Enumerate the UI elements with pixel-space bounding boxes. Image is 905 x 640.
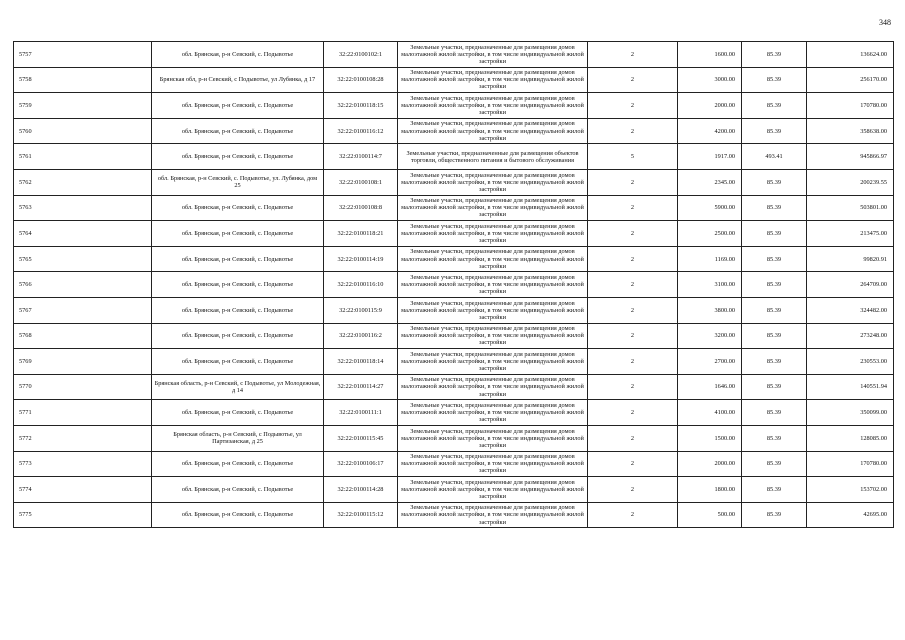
rate-cell: 85.39	[742, 93, 807, 119]
table-row	[14, 93, 894, 119]
cadastral-value-cell: 128085.00	[807, 425, 894, 451]
table-row	[14, 67, 894, 93]
area-cell: 1169.00	[678, 246, 742, 272]
cadastral-value-cell: 503801.00	[807, 195, 894, 221]
rate-cell: 85.39	[742, 400, 807, 426]
row-number-cell: 5759	[14, 93, 152, 119]
group-cell: 2	[588, 374, 678, 400]
land-use-cell: Земельные участки, предназначенные для размещения домов малоэтажной жилой застройки, в том числе индивидуальной жилой застройки	[398, 425, 588, 451]
cadastral-number-cell: 32:22:0100114:19	[324, 246, 398, 272]
cadastral-value-cell: 99820.91	[807, 246, 894, 272]
land-use-cell: Земельные участки, предназначенные для размещения домов малоэтажной жилой застройки, в том числе индивидуальной жилой застройки	[398, 118, 588, 144]
group-cell: 2	[588, 118, 678, 144]
land-use-cell: Земельные участки, предназначенные для размещения домов малоэтажной жилой застройки, в том числе индивидуальной жилой застройки	[398, 374, 588, 400]
area-cell: 1917.00	[678, 144, 742, 170]
table-row	[14, 144, 894, 170]
rate-cell: 85.39	[742, 451, 807, 477]
cadastral-value-cell: 170780.00	[807, 451, 894, 477]
land-use-cell: Земельные участки, предназначенные для размещения домов малоэтажной жилой застройки, в том числе индивидуальной жилой застройки	[398, 67, 588, 93]
cadastral-number-cell: 32:22:0100118:14	[324, 349, 398, 375]
row-number-cell: 5765	[14, 246, 152, 272]
group-cell: 5	[588, 144, 678, 170]
row-number-cell: 5774	[14, 477, 152, 503]
group-cell: 2	[588, 349, 678, 375]
table-row	[14, 118, 894, 144]
land-registry-table	[13, 41, 894, 528]
land-use-cell: Земельные участки, предназначенные для размещения домов малоэтажной жилой застройки, в том числе индивидуальной жилой застройки	[398, 93, 588, 119]
address-cell: обл. Брянская, р-н Севский, с. Подывотье	[152, 349, 324, 375]
address-cell: обл. Брянская, р-н Севский, с. Подывотье	[152, 118, 324, 144]
cadastral-number-cell: 32:22:0100111:1	[324, 400, 398, 426]
cadastral-number-cell: 32:22:0100118:21	[324, 221, 398, 247]
address-cell: Брянская область, р-н Севский, с Подывотье, ул Партизанская, д 25	[152, 425, 324, 451]
group-cell: 2	[588, 451, 678, 477]
area-cell: 1600.00	[678, 42, 742, 68]
land-use-cell: Земельные участки, предназначенные для размещения домов малоэтажной жилой застройки, в том числе индивидуальной жилой застройки	[398, 221, 588, 247]
area-cell: 3200.00	[678, 323, 742, 349]
cadastral-value-cell: 213475.00	[807, 221, 894, 247]
group-cell: 2	[588, 221, 678, 247]
area-cell: 2000.00	[678, 93, 742, 119]
table-row	[14, 477, 894, 503]
table-row	[14, 272, 894, 298]
rate-cell: 85.39	[742, 297, 807, 323]
land-use-cell: Земельные участки, предназначенные для размещения домов малоэтажной жилой застройки, в том числе индивидуальной жилой застройки	[398, 246, 588, 272]
address-cell: обл. Брянская, р-н Севский, с. Подывотье	[152, 195, 324, 221]
cadastral-value-cell: 264709.00	[807, 272, 894, 298]
address-cell: обл. Брянская, р-н Севский, с. Подывотье	[152, 502, 324, 528]
cadastral-value-cell: 153702.00	[807, 477, 894, 503]
area-cell: 1500.00	[678, 425, 742, 451]
group-cell: 2	[588, 93, 678, 119]
cadastral-number-cell: 32:22:0100115:12	[324, 502, 398, 528]
address-cell: Брянская область, р-н Севский, с Подывотье, ул Молодежная, д 14	[152, 374, 324, 400]
table-row	[14, 502, 894, 528]
rate-cell: 85.39	[742, 246, 807, 272]
area-cell: 4200.00	[678, 118, 742, 144]
row-number-cell: 5766	[14, 272, 152, 298]
cadastral-number-cell: 32:22:0100108:1	[324, 169, 398, 195]
table-row	[14, 374, 894, 400]
land-use-cell: Земельные участки, предназначенные для размещения домов малоэтажной жилой застройки, в том числе индивидуальной жилой застройки	[398, 272, 588, 298]
address-cell: обл. Брянская, р-н Севский, с. Подывотье	[152, 297, 324, 323]
table-row	[14, 297, 894, 323]
area-cell: 5900.00	[678, 195, 742, 221]
address-cell: обл. Брянская, р-н Севский, с. Подывотье	[152, 272, 324, 298]
cadastral-number-cell: 32:22:0100114:7	[324, 144, 398, 170]
table-row	[14, 451, 894, 477]
group-cell: 2	[588, 477, 678, 503]
page-number: 348	[879, 18, 891, 27]
group-cell: 2	[588, 42, 678, 68]
row-number-cell: 5769	[14, 349, 152, 375]
group-cell: 2	[588, 323, 678, 349]
cadastral-number-cell: 32:22:0100106:17	[324, 451, 398, 477]
rate-cell: 85.39	[742, 118, 807, 144]
address-cell: обл. Брянская, р-н Севский, с. Подывотье	[152, 400, 324, 426]
row-number-cell: 5770	[14, 374, 152, 400]
cadastral-number-cell: 32:22:0100118:15	[324, 93, 398, 119]
row-number-cell: 5775	[14, 502, 152, 528]
cadastral-value-cell: 256170.00	[807, 67, 894, 93]
area-cell: 3800.00	[678, 297, 742, 323]
cadastral-value-cell: 230553.00	[807, 349, 894, 375]
cadastral-number-cell: 32:22:0100102:1	[324, 42, 398, 68]
area-cell: 1800.00	[678, 477, 742, 503]
land-use-cell: Земельные участки, предназначенные для размещения домов малоэтажной жилой застройки, в том числе индивидуальной жилой застройки	[398, 323, 588, 349]
rate-cell: 85.39	[742, 272, 807, 298]
table-body	[14, 42, 894, 528]
row-number-cell: 5767	[14, 297, 152, 323]
cadastral-value-cell: 170780.00	[807, 93, 894, 119]
land-use-cell: Земельные участки, предназначенные для размещения домов малоэтажной жилой застройки, в том числе индивидуальной жилой застройки	[398, 451, 588, 477]
cadastral-number-cell: 32:22:0100108:28	[324, 67, 398, 93]
cadastral-value-cell: 324482.00	[807, 297, 894, 323]
area-cell: 4100.00	[678, 400, 742, 426]
cadastral-number-cell: 32:22:0100114:28	[324, 477, 398, 503]
rate-cell: 85.39	[742, 502, 807, 528]
land-use-cell: Земельные участки, предназначенные для размещения домов малоэтажной жилой застройки, в том числе индивидуальной жилой застройки	[398, 477, 588, 503]
cadastral-value-cell: 358638.00	[807, 118, 894, 144]
row-number-cell: 5771	[14, 400, 152, 426]
rate-cell: 85.39	[742, 374, 807, 400]
cadastral-value-cell: 350099.00	[807, 400, 894, 426]
row-number-cell: 5762	[14, 169, 152, 195]
rate-cell: 85.39	[742, 67, 807, 93]
cadastral-number-cell: 32:22:0100115:45	[324, 425, 398, 451]
cadastral-number-cell: 32:22:0100116:2	[324, 323, 398, 349]
land-use-cell: Земельные участки, предназначенные для размещения домов малоэтажной жилой застройки, в том числе индивидуальной жилой застройки	[398, 349, 588, 375]
group-cell: 2	[588, 169, 678, 195]
rate-cell: 85.39	[742, 349, 807, 375]
area-cell: 2700.00	[678, 349, 742, 375]
address-cell: обл. Брянская, р-н Севский, с. Подывотье	[152, 144, 324, 170]
rate-cell: 85.39	[742, 323, 807, 349]
group-cell: 2	[588, 425, 678, 451]
land-use-cell: Земельные участки, предназначенные для размещения домов малоэтажной жилой застройки, в том числе индивидуальной жилой застройки	[398, 502, 588, 528]
rate-cell: 85.39	[742, 477, 807, 503]
area-cell: 2500.00	[678, 221, 742, 247]
cadastral-value-cell: 200239.55	[807, 169, 894, 195]
rate-cell: 85.39	[742, 169, 807, 195]
cadastral-number-cell: 32:22:0100115:9	[324, 297, 398, 323]
land-use-cell: Земельные участки, предназначенные для размещения объектов торговли, общественного питания и бытового обслуживания	[398, 144, 588, 170]
cadastral-value-cell: 273248.00	[807, 323, 894, 349]
table-row	[14, 349, 894, 375]
address-cell: обл. Брянская, р-н Севский, с. Подывотье	[152, 323, 324, 349]
rate-cell: 493.41	[742, 144, 807, 170]
cadastral-value-cell: 945866.97	[807, 144, 894, 170]
group-cell: 2	[588, 272, 678, 298]
land-use-cell: Земельные участки, предназначенные для размещения домов малоэтажной жилой застройки, в том числе индивидуальной жилой застройки	[398, 400, 588, 426]
row-number-cell: 5764	[14, 221, 152, 247]
cadastral-value-cell: 140551.94	[807, 374, 894, 400]
group-cell: 2	[588, 502, 678, 528]
row-number-cell: 5763	[14, 195, 152, 221]
row-number-cell: 5773	[14, 451, 152, 477]
group-cell: 2	[588, 195, 678, 221]
address-cell: Брянская обл, р-н Севский, с Подывотье, ул Лубянка, д 17	[152, 67, 324, 93]
area-cell: 2345.00	[678, 169, 742, 195]
row-number-cell: 5772	[14, 425, 152, 451]
land-use-cell: Земельные участки, предназначенные для размещения домов малоэтажной жилой застройки, в том числе индивидуальной жилой застройки	[398, 195, 588, 221]
area-cell: 2000.00	[678, 451, 742, 477]
rate-cell: 85.39	[742, 195, 807, 221]
land-use-cell: Земельные участки, предназначенные для размещения домов малоэтажной жилой застройки, в том числе индивидуальной жилой застройки	[398, 42, 588, 68]
cadastral-number-cell: 32:22:0100108:8	[324, 195, 398, 221]
table-row	[14, 169, 894, 195]
address-cell: обл. Брянская, р-н Севский, с. Подывотье	[152, 477, 324, 503]
row-number-cell: 5757	[14, 42, 152, 68]
area-cell: 3100.00	[678, 272, 742, 298]
group-cell: 2	[588, 297, 678, 323]
cadastral-number-cell: 32:22:0100114:27	[324, 374, 398, 400]
area-cell: 1646.00	[678, 374, 742, 400]
table-row	[14, 400, 894, 426]
cadastral-number-cell: 32:22:0100116:12	[324, 118, 398, 144]
area-cell: 500.00	[678, 502, 742, 528]
group-cell: 2	[588, 400, 678, 426]
group-cell: 2	[588, 67, 678, 93]
rate-cell: 85.39	[742, 42, 807, 68]
address-cell: обл. Брянская, р-н Севский, с. Подывотье	[152, 451, 324, 477]
rate-cell: 85.39	[742, 425, 807, 451]
address-cell: обл. Брянская, р-н Севский, с. Подывотье	[152, 221, 324, 247]
table-row	[14, 246, 894, 272]
table-row	[14, 195, 894, 221]
row-number-cell: 5760	[14, 118, 152, 144]
row-number-cell: 5761	[14, 144, 152, 170]
row-number-cell: 5758	[14, 67, 152, 93]
area-cell: 3000.00	[678, 67, 742, 93]
land-use-cell: Земельные участки, предназначенные для размещения домов малоэтажной жилой застройки, в том числе индивидуальной жилой застройки	[398, 169, 588, 195]
row-number-cell: 5768	[14, 323, 152, 349]
table-row	[14, 42, 894, 68]
rate-cell: 85.39	[742, 221, 807, 247]
address-cell: обл. Брянская, р-н Севский, с. Подывотье	[152, 42, 324, 68]
table-row	[14, 323, 894, 349]
table-row	[14, 221, 894, 247]
land-use-cell: Земельные участки, предназначенные для размещения домов малоэтажной жилой застройки, в том числе индивидуальной жилой застройки	[398, 297, 588, 323]
group-cell: 2	[588, 246, 678, 272]
cadastral-number-cell: 32:22:0100116:10	[324, 272, 398, 298]
address-cell: обл. Брянская, р-н Севский, с. Подывотье	[152, 93, 324, 119]
cadastral-value-cell: 42695.00	[807, 502, 894, 528]
table-row	[14, 425, 894, 451]
address-cell: обл. Брянская, р-н Севский, с. Подывотье	[152, 246, 324, 272]
address-cell: обл. Брянская, р-н Севский, с. Подывотье, ул. Лубянка, дом 25	[152, 169, 324, 195]
cadastral-value-cell: 136624.00	[807, 42, 894, 68]
